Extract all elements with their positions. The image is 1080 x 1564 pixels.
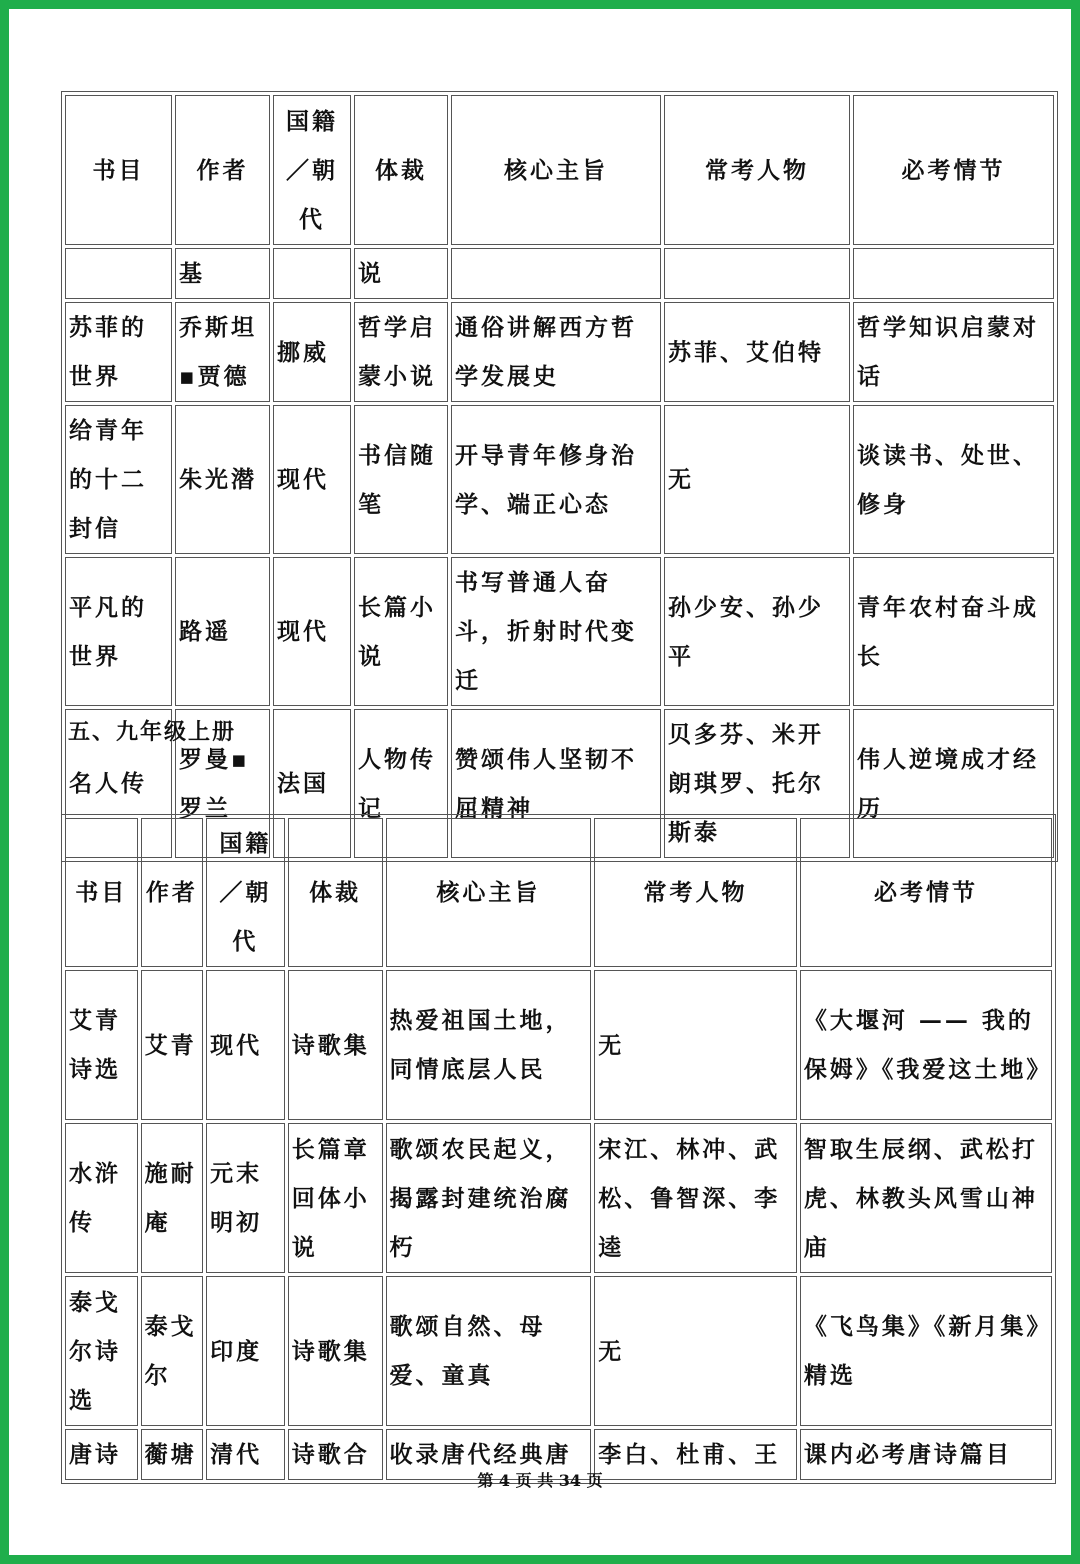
table-cell: 《大堰河 —— 我的保姆》《我爱这土地》 [800, 970, 1052, 1120]
table-cell: 元末明初 [206, 1123, 285, 1273]
table-cell: 泰戈尔 [141, 1276, 204, 1426]
header-cell: 书目 [65, 818, 138, 967]
table-cell: 热爱祖国土地，同情底层人民 [386, 970, 592, 1120]
table-cell [451, 248, 661, 299]
table-cell: 诗歌集 [288, 1276, 383, 1426]
table-cell [664, 248, 850, 299]
header-cell: 常考人物 [594, 818, 797, 967]
table-cell: 名人传 [65, 709, 172, 858]
table-cell: 说 [354, 248, 448, 299]
table-cell: 苏菲、艾伯特 [664, 302, 850, 402]
table-cell: 书写普通人奋斗，折射时代变迁 [451, 557, 661, 706]
table-cell: 谈读书、处世、修身 [853, 405, 1054, 554]
table-cell: 赞颂伟人坚韧不屈精神 [451, 709, 661, 858]
header-cell: 国籍／朝代 [206, 818, 285, 967]
table-cell: 艾青诗选 [65, 970, 138, 1120]
table-cell: 伟人逆境成才经历 [853, 709, 1054, 858]
table-cell: 给青年的十二封信 [65, 405, 172, 554]
table-cell: 长篇小说 [354, 557, 448, 706]
table-cell: 蘅塘 [141, 1429, 204, 1480]
table-cell: 李白、杜甫、王 [594, 1429, 797, 1480]
table-cell: 泰戈尔诗选 [65, 1276, 138, 1426]
table-cell: 基 [175, 248, 270, 299]
table-cell: 苏菲的世界 [65, 302, 172, 402]
table-cell: 《飞鸟集》《新月集》精选 [800, 1276, 1052, 1426]
table-cell: 哲学启蒙小说 [354, 302, 448, 402]
table-header-row [65, 818, 1052, 967]
table-row [65, 970, 1052, 1120]
table-cell: 宋江、林冲、武松、鲁智深、李逵 [594, 1123, 797, 1273]
table-cell: 诗歌合 [288, 1429, 383, 1480]
table-cell: 哲学知识启蒙对话 [853, 302, 1054, 402]
header-cell: 作者 [175, 95, 270, 245]
table-row [65, 1276, 1052, 1426]
table-cell: 长篇章回体小说 [288, 1123, 383, 1273]
table-cell: 路遥 [175, 557, 270, 706]
header-cell: 核心主旨 [451, 95, 661, 245]
page-number-footer: 第 4 页 共 34 页 [477, 1471, 603, 1490]
table-header-row [65, 95, 1054, 245]
table-cell: 歌颂农民起义，揭露封建统治腐朽 [386, 1123, 592, 1273]
table-cell: 挪威 [273, 302, 351, 402]
header-cell: 体裁 [354, 95, 448, 245]
table-row [65, 302, 1054, 402]
table-cell: 现代 [273, 405, 351, 554]
header-cell: 作者 [141, 818, 204, 967]
reading-table-grade8 [61, 91, 1058, 862]
reading-table-grade9 [61, 814, 1056, 1484]
header-cell: 常考人物 [664, 95, 850, 245]
header-cell: 必考情节 [800, 818, 1052, 967]
header-cell: 国籍／朝代 [273, 95, 351, 245]
table-cell: 无 [664, 405, 850, 554]
header-cell: 书目 [65, 95, 172, 245]
table-cell: 施耐庵 [141, 1123, 204, 1273]
table-row [65, 405, 1054, 554]
table-cell: 贝多芬、米开朗琪罗、托尔斯泰 [664, 709, 850, 858]
table-cell: 人物传记 [354, 709, 448, 858]
table-cell: 乔斯坦▪贾德 [175, 302, 270, 402]
table-cell: 平凡的世界 [65, 557, 172, 706]
table-cell: 朱光潜 [175, 405, 270, 554]
table-cell: 现代 [206, 970, 285, 1120]
table-cell: 青年农村奋斗成长 [853, 557, 1054, 706]
table-cell: 通俗讲解西方哲学发展史 [451, 302, 661, 402]
table-row [65, 557, 1054, 706]
table-cell: 智取生辰纲、武松打虎、林教头风雪山神庙 [800, 1123, 1052, 1273]
table-cell: 书信随笔 [354, 405, 448, 554]
header-cell: 体裁 [288, 818, 383, 967]
table-cell [273, 248, 351, 299]
table-cell: 课内必考唐诗篇目 [800, 1429, 1052, 1480]
table-cell: 罗曼▪罗兰 [175, 709, 270, 858]
table-cell: 水浒传 [65, 1123, 138, 1273]
table-cell: 艾青 [141, 970, 204, 1120]
table-row [65, 1123, 1052, 1273]
table-cell: 印度 [206, 1276, 285, 1426]
section-title: 五、九年级上册 [68, 719, 237, 745]
header-cell: 核心主旨 [386, 818, 592, 967]
table-cell [65, 248, 172, 299]
table-cell: 歌颂自然、母爱、童真 [386, 1276, 592, 1426]
table-cell: 现代 [273, 557, 351, 706]
table-cell: 无 [594, 970, 797, 1120]
table-cell: 孙少安、孙少平 [664, 557, 850, 706]
table-cell: 开导青年修身治学、端正心态 [451, 405, 661, 554]
table-cell [853, 248, 1054, 299]
table-cell: 诗歌集 [288, 970, 383, 1120]
table-cell: 清代 [206, 1429, 285, 1480]
header-cell: 必考情节 [853, 95, 1054, 245]
table-cell: 无 [594, 1276, 797, 1426]
table-cell: 法国 [273, 709, 351, 858]
table-cell: 唐诗 [65, 1429, 138, 1480]
table-row [65, 248, 1054, 299]
table-cell: 收录唐代经典唐 [386, 1429, 592, 1480]
